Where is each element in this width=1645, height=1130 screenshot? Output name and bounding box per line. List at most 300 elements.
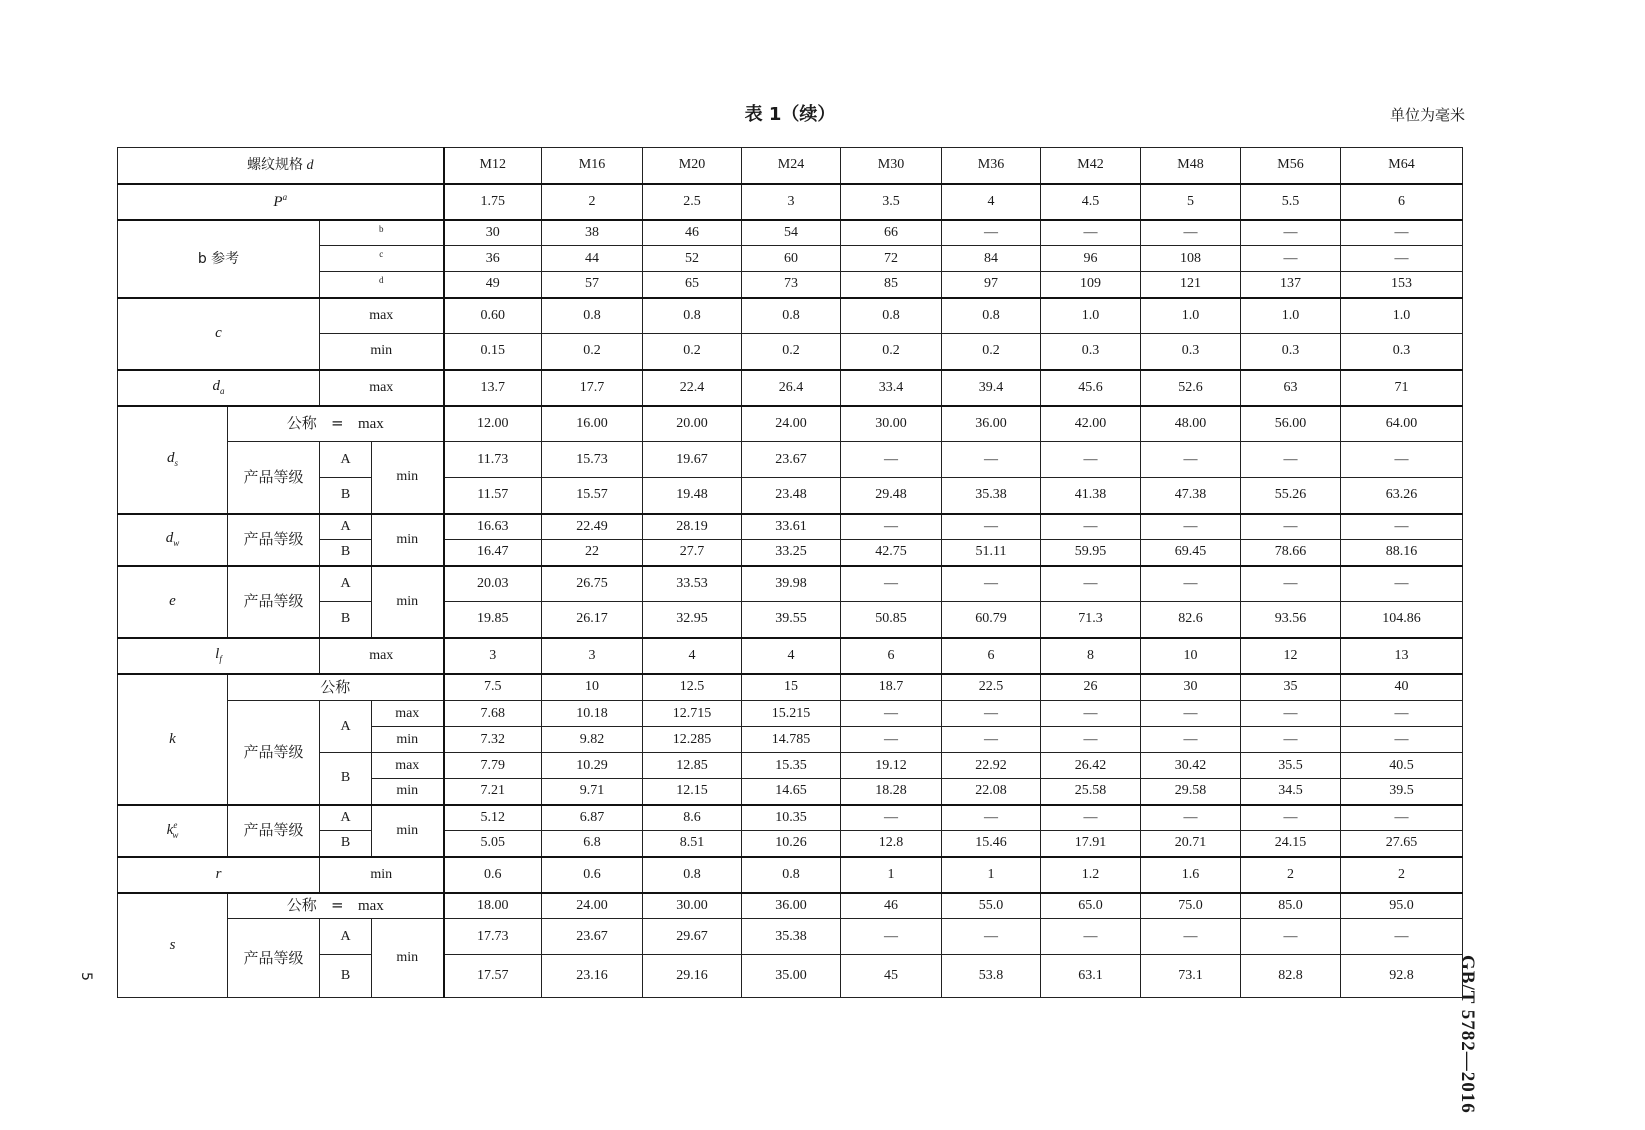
pitch-value: 2 [542,184,643,220]
ds-nominal-value: 30.00 [841,406,942,442]
b-label-cell [118,220,320,298]
ds-a-row [118,442,1463,478]
b-value: 84 [942,246,1041,272]
size-cell: M30 [841,148,942,184]
k-b-min-value: 7.21 [444,779,542,805]
s-nominal-value: 24.00 [542,893,643,919]
e-b-value: 93.56 [1241,602,1341,638]
b-value: — [1141,220,1241,246]
c-max-value: 1.0 [1141,298,1241,334]
lf-value: 3 [444,638,542,674]
grade-b: B [320,831,372,857]
c-min-value: 0.15 [444,334,542,370]
kw-a-value: — [1141,805,1241,831]
kw-a-value: — [1241,805,1341,831]
equals-sign: = [331,895,344,914]
c-min-row [118,334,1463,370]
ds-nominal-value: 16.00 [542,406,643,442]
dw-a-value: — [942,514,1041,540]
kw-a-value: — [1341,805,1463,831]
kw-b-value: 24.15 [1241,831,1341,857]
pitch-value: 3.5 [841,184,942,220]
dw-sub: w [173,538,180,548]
nominal-label: 公称 [286,895,317,914]
lf-label: l [215,646,220,662]
ds-b-value: 63.26 [1341,478,1463,514]
kw-b-value: 8.51 [643,831,742,857]
pitch-row [118,184,1463,220]
k-a-max-value: 7.68 [444,701,542,727]
k-a-min-value: 12.285 [643,727,742,753]
size-cell: M36 [942,148,1041,184]
k-a-min-value: 14.785 [742,727,841,753]
size-cell: M24 [742,148,841,184]
c-min-value: 0.3 [1241,334,1341,370]
ds-nominal-value: 20.00 [643,406,742,442]
pitch-value: 2.5 [643,184,742,220]
da-label: d [212,378,220,394]
size-cell: M42 [1041,148,1141,184]
k-b-max-value: 12.85 [643,753,742,779]
ds-a-value: — [1141,442,1241,478]
k-a-max-value: — [1341,701,1463,727]
kw-b-row [118,831,1463,857]
dw-b-value: 59.95 [1041,540,1141,566]
c-min-value: 0.2 [742,334,841,370]
b-value: 96 [1041,246,1141,272]
s-nominal-value: 85.0 [1241,893,1341,919]
min-label: min [372,919,444,998]
r-value: 0.6 [444,857,542,893]
b-value: 66 [841,220,942,246]
e-label: e [118,566,228,638]
b-row-2 [118,246,1463,272]
kw-a-value: 6.87 [542,805,643,831]
k-b-max-value: 26.42 [1041,753,1141,779]
da-value: 63 [1241,370,1341,406]
k-a-max-value: — [1241,701,1341,727]
s-nominal-value: 55.0 [942,893,1041,919]
size-header-row [118,148,1463,184]
b-value: — [1341,246,1463,272]
max-label: max [320,370,444,406]
c-max-value: 0.8 [942,298,1041,334]
kw-b-value: 12.8 [841,831,942,857]
spec-symbol: d [306,157,314,173]
k-nominal-row [118,674,1463,701]
s-a-value: — [942,919,1041,955]
s-a-value: — [1341,919,1463,955]
s-nominal-row [118,893,1463,919]
dw-b-value: 22 [542,540,643,566]
ds-a-value: — [942,442,1041,478]
kw-b-value: 10.26 [742,831,841,857]
ds-a-value: 19.67 [643,442,742,478]
da-value: 52.6 [1141,370,1241,406]
min-label: min [372,727,444,753]
size-cell: M16 [542,148,643,184]
k-b-min-value: 29.58 [1141,779,1241,805]
kw-a-value: — [841,805,942,831]
grade-b: B [320,540,372,566]
ds-nominal-label [228,406,444,442]
lf-value: 4 [643,638,742,674]
c-max-value: 1.0 [1241,298,1341,334]
b-value: — [1241,246,1341,272]
lf-value: 13 [1341,638,1463,674]
e-a-value: — [1341,566,1463,602]
k-a-max-value: — [1141,701,1241,727]
k-nominal-value: 22.5 [942,674,1041,701]
s-b-value: 92.8 [1341,955,1463,998]
grade-label: 产品等级 [228,701,320,805]
k-a-max-value: — [942,701,1041,727]
k-b-max-value: 15.35 [742,753,841,779]
k-b-max-value: 10.29 [542,753,643,779]
c-max-value: 0.8 [841,298,942,334]
dw-b-row [118,540,1463,566]
grade-a: A [320,566,372,602]
grade-label: 产品等级 [228,566,320,638]
c-min-value: 0.2 [542,334,643,370]
ds-b-value: 41.38 [1041,478,1141,514]
s-nominal-value: 18.00 [444,893,542,919]
pitch-value: 6 [1341,184,1463,220]
grade-a: A [320,701,372,753]
s-nominal-value: 36.00 [742,893,841,919]
r-value: 0.8 [643,857,742,893]
k-b-min-value: 25.58 [1041,779,1141,805]
b-value: 52 [643,246,742,272]
da-value: 71 [1341,370,1463,406]
kw-label-cell [118,805,228,857]
c-max-value: 1.0 [1041,298,1141,334]
kw-sub: w [172,830,179,840]
k-a-min-value: — [1241,727,1341,753]
grade-a: A [320,442,372,478]
c-max-value: 1.0 [1341,298,1463,334]
grade-label: 产品等级 [228,442,320,514]
dw-label-cell [118,514,228,566]
s-a-value: 35.38 [742,919,841,955]
ds-b-value: 23.48 [742,478,841,514]
s-nominal-value: 75.0 [1141,893,1241,919]
dw-a-value: — [1141,514,1241,540]
k-nominal-value: 35 [1241,674,1341,701]
b-value: — [1341,220,1463,246]
min-label: min [320,334,444,370]
s-nominal-value: 46 [841,893,942,919]
k-a-min-value: — [1141,727,1241,753]
b-value: 60 [742,246,841,272]
ds-sub: s [174,458,178,468]
grade-label: 产品等级 [228,919,320,998]
dw-b-value: 88.16 [1341,540,1463,566]
ds-a-value: — [1241,442,1341,478]
ds-nominal-value: 64.00 [1341,406,1463,442]
k-a-max-value: 12.715 [643,701,742,727]
lf-value: 12 [1241,638,1341,674]
lf-value: 3 [542,638,643,674]
dw-a-value: 33.61 [742,514,841,540]
ds-nominal-value: 36.00 [942,406,1041,442]
kw-b-value: 27.65 [1341,831,1463,857]
s-nominal-value: 30.00 [643,893,742,919]
max-label: max [320,298,444,334]
table-title: 表 1（续） [744,104,836,125]
ds-a-value: — [841,442,942,478]
r-value: 1 [841,857,942,893]
spec-label: 螺纹规格 [247,156,303,173]
r-row [118,857,1463,893]
ds-a-value: 23.67 [742,442,841,478]
dw-b-value: 16.47 [444,540,542,566]
lf-value: 4 [742,638,841,674]
kw-b-value: 17.91 [1041,831,1141,857]
k-b-max-value: 7.79 [444,753,542,779]
min-label: min [372,514,444,566]
kw-b-value: 15.46 [942,831,1041,857]
c-label: c [118,298,320,370]
k-a-max-value: 15.215 [742,701,841,727]
b-value: 36 [444,246,542,272]
c-min-value: 0.2 [841,334,942,370]
da-value: 26.4 [742,370,841,406]
b-note: d [320,272,444,298]
dw-a-row [118,514,1463,540]
r-value: 0.8 [742,857,841,893]
da-value: 45.6 [1041,370,1141,406]
b-value: 121 [1141,272,1241,298]
k-nominal-value: 30 [1141,674,1241,701]
k-b-min-value: 22.08 [942,779,1041,805]
da-sub: a [220,386,225,396]
ds-a-value: — [1341,442,1463,478]
max-label: max [357,415,384,432]
b-row-1 [118,220,1463,246]
nominal-label: 公称 [286,413,317,432]
kw-b-value: 20.71 [1141,831,1241,857]
b-value: 46 [643,220,742,246]
lf-sub: f [219,654,222,664]
max-label: max [357,897,384,914]
k-b-min-value: 39.5 [1341,779,1463,805]
k-b-max-value: 40.5 [1341,753,1463,779]
b-value: 85 [841,272,942,298]
ds-b-value: 47.38 [1141,478,1241,514]
min-label: min [372,442,444,514]
b-value: — [1241,220,1341,246]
da-value: 33.4 [841,370,942,406]
kw-b-value: 5.05 [444,831,542,857]
b-value: 30 [444,220,542,246]
b-value: 153 [1341,272,1463,298]
b-value: 57 [542,272,643,298]
s-a-value: 17.73 [444,919,542,955]
dw-b-value: 42.75 [841,540,942,566]
k-label: k [118,674,228,805]
da-value: 22.4 [643,370,742,406]
s-a-value: 29.67 [643,919,742,955]
dw-b-value: 27.7 [643,540,742,566]
r-value: 0.6 [542,857,643,893]
b-value: 65 [643,272,742,298]
dw-b-value: 33.25 [742,540,841,566]
ds-b-row [118,478,1463,514]
b-row-3 [118,272,1463,298]
pitch-value: 4 [942,184,1041,220]
k-b-max-row [118,753,1463,779]
kw-b-value: 6.8 [542,831,643,857]
pitch-value: 5.5 [1241,184,1341,220]
da-value: 17.7 [542,370,643,406]
pitch-value: 3 [742,184,841,220]
b-value: — [1041,220,1141,246]
s-b-value: 53.8 [942,955,1041,998]
k-nominal-value: 10 [542,674,643,701]
grade-label: 产品等级 [228,805,320,857]
e-a-value: 39.98 [742,566,841,602]
ds-b-value: 55.26 [1241,478,1341,514]
b-value: 49 [444,272,542,298]
equals-sign: = [331,413,344,432]
k-a-max-row [118,701,1463,727]
c-max-value: 0.8 [742,298,841,334]
s-label: s [118,893,228,998]
c-min-value: 0.3 [1341,334,1463,370]
s-b-value: 45 [841,955,942,998]
b-note: c [320,246,444,272]
grade-b: B [320,478,372,514]
s-a-value: 23.67 [542,919,643,955]
kw-a-value: 8.6 [643,805,742,831]
unit-note: 单位为毫米 [1389,106,1465,124]
r-value: 1.2 [1041,857,1141,893]
min-label: min [372,779,444,805]
s-b-value: 63.1 [1041,955,1141,998]
b-value: 97 [942,272,1041,298]
r-label: r [118,857,320,893]
lf-row [118,638,1463,674]
dw-a-value: 16.63 [444,514,542,540]
s-a-value: — [1041,919,1141,955]
e-b-value: 71.3 [1041,602,1141,638]
grade-b: B [320,753,372,805]
dw-b-value: 78.66 [1241,540,1341,566]
kw-sup: e [173,820,178,830]
s-a-value: — [841,919,942,955]
b-value: 38 [542,220,643,246]
s-nominal-value: 65.0 [1041,893,1141,919]
ds-b-value: 11.57 [444,478,542,514]
k-b-max-value: 22.92 [942,753,1041,779]
da-row [118,370,1463,406]
e-b-value: 82.6 [1141,602,1241,638]
b-value: 108 [1141,246,1241,272]
k-a-max-value: — [1041,701,1141,727]
s-b-value: 29.16 [643,955,742,998]
dw-a-value: — [841,514,942,540]
ds-nominal-value: 42.00 [1041,406,1141,442]
k-nominal-value: 7.5 [444,674,542,701]
k-nominal-value: 15 [742,674,841,701]
s-b-value: 35.00 [742,955,841,998]
pitch-note: a [282,192,288,202]
page-number: 5 [78,972,94,981]
c-min-value: 0.3 [1141,334,1241,370]
e-a-value: — [841,566,942,602]
c-min-value: 0.3 [1041,334,1141,370]
s-nominal-value: 95.0 [1341,893,1463,919]
grade-a: A [320,919,372,955]
b-value: 137 [1241,272,1341,298]
k-b-max-value: 19.12 [841,753,942,779]
e-b-value: 60.79 [942,602,1041,638]
k-b-max-value: 35.5 [1241,753,1341,779]
k-nominal-value: 18.7 [841,674,942,701]
grade-a: A [320,805,372,831]
grade-label: 产品等级 [228,514,320,566]
k-nominal-value: 26 [1041,674,1141,701]
e-b-value: 19.85 [444,602,542,638]
lf-value: 6 [942,638,1041,674]
b-value: 109 [1041,272,1141,298]
ds-b-value: 29.48 [841,478,942,514]
pitch-value: 1.75 [444,184,542,220]
size-cell: M64 [1341,148,1463,184]
k-a-min-value: 9.82 [542,727,643,753]
dw-a-value: 22.49 [542,514,643,540]
k-b-min-value: 9.71 [542,779,643,805]
da-value: 39.4 [942,370,1041,406]
s-b-value: 17.57 [444,955,542,998]
ds-b-value: 35.38 [942,478,1041,514]
e-b-row [118,602,1463,638]
lf-value: 10 [1141,638,1241,674]
ds-b-value: 19.48 [643,478,742,514]
ds-label: d [166,450,175,466]
e-a-value: — [942,566,1041,602]
c-min-value: 0.2 [643,334,742,370]
e-b-value: 32.95 [643,602,742,638]
ds-b-value: 15.57 [542,478,643,514]
lf-value: 8 [1041,638,1141,674]
e-a-row [118,566,1463,602]
b-value: 44 [542,246,643,272]
nominal-label: 公称 [228,674,444,701]
spec-label-cell [118,148,444,184]
kw-a-value: 5.12 [444,805,542,831]
s-a-row [118,919,1463,955]
e-a-value: 20.03 [444,566,542,602]
ds-nominal-value: 48.00 [1141,406,1241,442]
standard-code: GB/T 5782—2016 [1457,955,1478,1114]
kw-a-value: — [942,805,1041,831]
grade-b: B [320,602,372,638]
pitch-label-cell [118,184,444,220]
kw-label: k [166,822,174,838]
c-max-value: 0.8 [643,298,742,334]
da-label-cell [118,370,320,406]
dw-label: d [165,530,174,546]
r-value: 2 [1341,857,1463,893]
dw-a-value: 28.19 [643,514,742,540]
grade-b: B [320,955,372,998]
s-a-value: — [1141,919,1241,955]
e-b-value: 50.85 [841,602,942,638]
s-a-value: — [1241,919,1341,955]
lf-value: 6 [841,638,942,674]
